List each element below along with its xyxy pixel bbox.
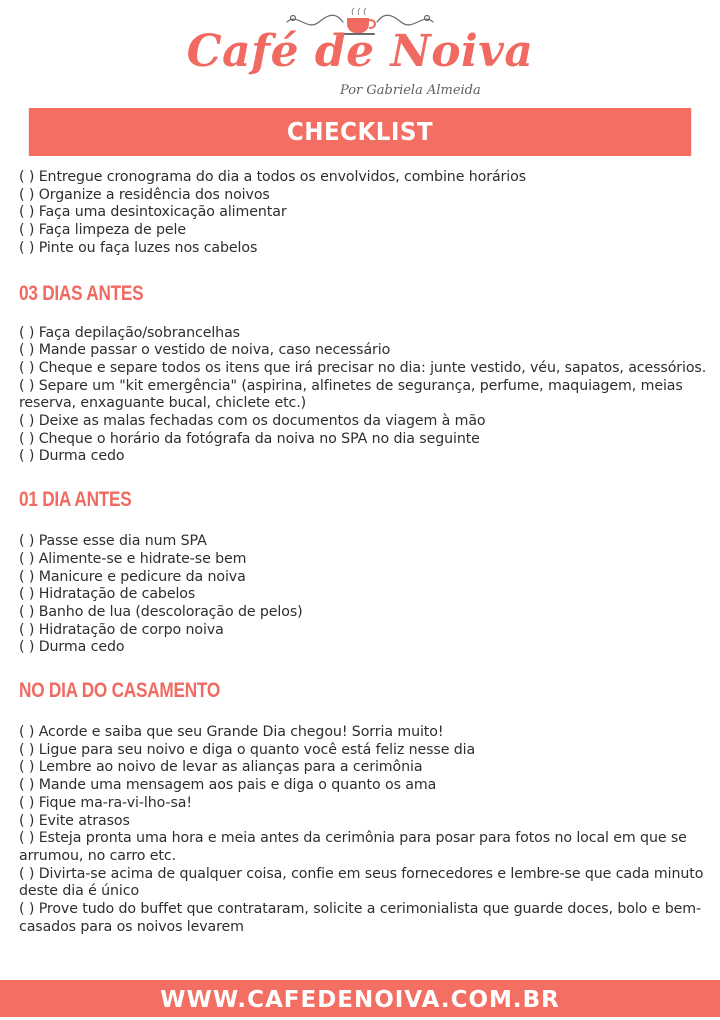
checklist-item: ( ) Faça uma desintoxicação alimentar — [19, 204, 287, 221]
logo — [0, 0, 720, 106]
checklist-item: ( ) Separe um "kit emergência" (aspirina, alfinetes de segurança, perfume, maquiagem, meias reserva, enxaguante bucal, chiclete etc.) — [19, 377, 683, 412]
checklist-item: ( ) Manicure e pedicure da noiva — [19, 568, 246, 585]
checklist-item: ( ) Entregue cronograma do dia a todos os envolvidos, combine horários — [19, 169, 526, 185]
checklist-item: ( ) Hidratação de corpo noiva — [19, 621, 224, 638]
checklist-item: ( ) Passe esse dia num SPA — [19, 533, 207, 550]
checklist-item: ( ) Faça limpeza de pele — [19, 222, 186, 239]
checklist-item: ( ) Cheque o horário da fotógrafa da noiva no SPA no dia seguinte — [19, 430, 480, 447]
checklist-item: ( ) Ligue para seu noivo e diga o quanto você está feliz nesse dia — [19, 741, 476, 758]
section-title: 03 DIAS ANTES — [19, 281, 144, 305]
checklist-item: ( ) Divirta-se acima de qualquer coisa, confie em seus fornecedores e lembre-se que cada minuto deste dia é único — [19, 865, 704, 900]
checklist-item: ( ) Esteja pronta uma hora e meia antes da cerimônia para posar para fotos no local em que se arrumou, no carro etc. — [19, 830, 687, 864]
checklist-item: ( ) Pinte ou faça luzes nos cabelos — [19, 239, 258, 256]
brand-title: Café de Noiva — [186, 26, 534, 77]
checklist-item: ( ) Cheque e separe todos os itens que irá precisar no dia: junte vestido, véu, sapatos, acessórios. — [19, 359, 707, 376]
checklist-content — [19, 169, 709, 937]
checklist-item: ( ) Mande uma mensagem aos pais e diga o quanto os ama — [19, 777, 437, 794]
checklist-item: ( ) Durma cedo — [19, 639, 125, 656]
checklist-item: ( ) Lembre ao noivo de levar as alianças para a cerimônia — [19, 759, 423, 776]
checklist-banner: CHECKLIST — [29, 108, 691, 156]
section-list — [19, 533, 709, 657]
checklist-item: ( ) Prove tudo do buffet que contrataram, solicite a cerimonialista que guarde doces, bolo e bem-casados para os noivos levarem — [19, 901, 701, 935]
checklist-item: ( ) Faça depilação/sobrancelhas — [19, 324, 240, 341]
checklist-item: ( ) Durma cedo — [19, 448, 125, 465]
checklist-item: ( ) Organize a residência dos noivos — [19, 186, 270, 203]
checklist-item: ( ) Deixe as malas fechadas com os documentos da viagem à mão — [19, 413, 486, 430]
checklist-item: ( ) Banho de lua (descoloração de pelos) — [19, 603, 303, 620]
footer-url: WWW.CAFEDENOIVA.COM.BR — [0, 980, 720, 1017]
brand-byline: Por Gabriela Almeida — [340, 83, 481, 98]
section-title: 01 DIA ANTES — [19, 488, 132, 512]
section-list — [19, 325, 709, 467]
checklist-item: ( ) Evite atrasos — [19, 812, 130, 829]
checklist-item: ( ) Fique ma-ra-vi-lho-sa! — [19, 794, 192, 811]
checklist-item: ( ) Acorde e saiba que seu Grande Dia chegou! Sorria muito! — [19, 724, 444, 741]
checklist-item: ( ) Alimente-se e hidrate-se bem — [19, 550, 247, 567]
section-title: NO DIA DO CASAMENTO — [19, 679, 221, 703]
sections — [19, 282, 709, 937]
section-list — [19, 724, 709, 936]
intro-list — [19, 169, 709, 258]
checklist-item: ( ) Hidratação de cabelos — [19, 586, 196, 603]
checklist-item: ( ) Mande passar o vestido de noiva, caso necessário — [19, 342, 391, 359]
